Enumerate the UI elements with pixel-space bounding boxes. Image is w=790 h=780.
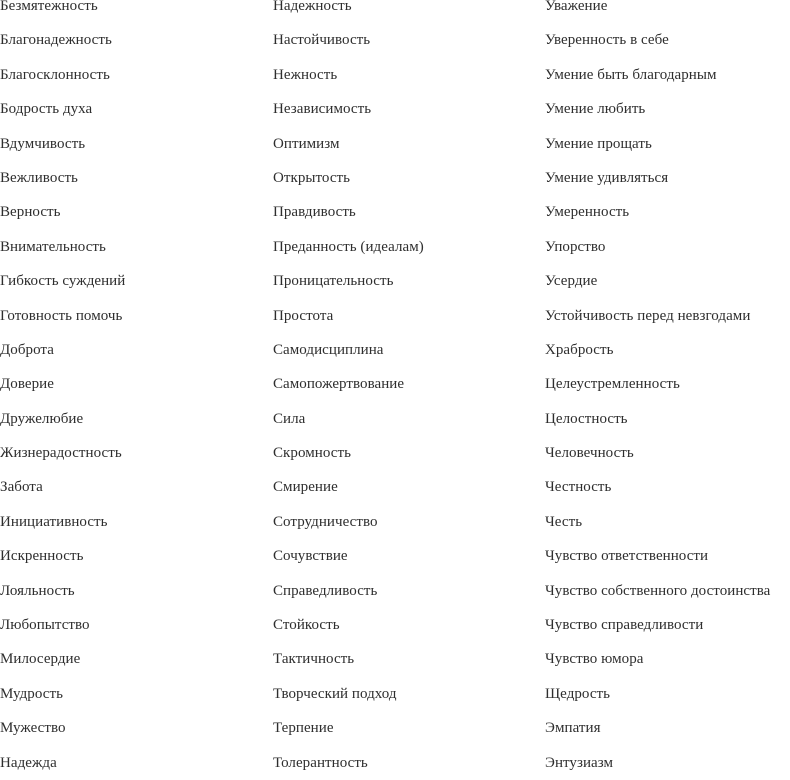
value-item: Искренность [0, 548, 84, 565]
value-item: Сотрудничество [273, 513, 378, 530]
value-item: Умение прощать [545, 135, 652, 152]
value-item: Уверенность в себе [545, 32, 669, 49]
value-item: Упорство [545, 238, 606, 255]
value-item: Справедливость [273, 582, 378, 599]
value-item: Благосклонность [0, 66, 110, 83]
values-column-2 [273, 0, 424, 780]
value-item: Умеренность [545, 204, 630, 221]
value-item: Вдумчивость [0, 135, 86, 152]
value-item: Сила [273, 410, 306, 427]
value-item: Умение любить [545, 101, 646, 118]
value-item: Надежность [273, 0, 352, 14]
value-item: Усердие [545, 273, 598, 290]
value-item: Милосердие [0, 651, 81, 668]
value-item: Забота [0, 479, 43, 496]
value-item: Терпение [273, 720, 334, 737]
value-item: Целостность [545, 410, 628, 427]
value-item: Мудрость [0, 685, 63, 702]
value-item: Устойчивость перед невзгодами [545, 307, 751, 324]
value-item: Инициативность [0, 513, 108, 530]
value-item: Проницательность [273, 273, 394, 290]
value-item: Открытость [273, 169, 351, 186]
value-item: Творческий подход [273, 685, 397, 702]
value-item: Нежность [273, 66, 338, 83]
value-item: Уважение [545, 0, 608, 14]
value-item: Храбрость [545, 341, 614, 358]
value-item: Правдивость [273, 204, 356, 221]
value-item: Оптимизм [273, 135, 340, 152]
value-item: Независимость [273, 101, 372, 118]
value-item: Человечность [545, 445, 634, 462]
value-item: Мужество [0, 720, 66, 737]
value-item: Толерантность [273, 754, 368, 771]
value-item: Умение быть благодарным [545, 66, 717, 83]
value-item: Гибкость суждений [0, 273, 126, 290]
value-item: Честность [545, 479, 612, 496]
value-item: Самодисциплина [273, 341, 384, 358]
value-item: Преданность (идеалам) [273, 238, 424, 255]
value-item: Чувство собственного достоинства [545, 582, 771, 599]
value-item: Самопожертвование [273, 376, 405, 393]
value-item: Безмятежность [0, 0, 98, 14]
values-column-3 [545, 0, 770, 780]
value-item: Чувство справедливости [545, 617, 704, 634]
value-item: Сочувствие [273, 548, 348, 565]
value-item: Верность [0, 204, 61, 221]
value-item: Дружелюбие [0, 410, 84, 427]
value-item: Доверие [0, 376, 54, 393]
value-item: Стойкость [273, 617, 340, 634]
value-item: Доброта [0, 341, 54, 358]
value-item: Любопытство [0, 617, 90, 634]
value-item: Умение удивляться [545, 169, 669, 186]
value-item: Чувство юмора [545, 651, 644, 668]
value-item: Вежливость [0, 169, 78, 186]
values-column-1 [0, 0, 125, 780]
value-item: Жизнерадостность [0, 445, 122, 462]
value-item: Целеустремленность [545, 376, 680, 393]
value-item: Бодрость духа [0, 101, 93, 118]
value-item: Готовность помочь [0, 307, 123, 324]
value-item: Тактичность [273, 651, 355, 668]
value-item: Чувство ответственности [545, 548, 709, 565]
value-item: Благонадежность [0, 32, 112, 49]
value-item: Надежда [0, 754, 57, 771]
value-item: Энтузиазм [545, 754, 614, 771]
value-item: Внимательность [0, 238, 106, 255]
value-item: Простота [273, 307, 334, 324]
value-item: Смирение [273, 479, 338, 496]
value-item: Эмпатия [545, 720, 601, 737]
value-item: Лояльность [0, 582, 75, 599]
value-item: Щедрость [545, 685, 611, 702]
value-item: Скромность [273, 445, 351, 462]
value-item: Настойчивость [273, 32, 371, 49]
value-item: Честь [545, 513, 583, 530]
